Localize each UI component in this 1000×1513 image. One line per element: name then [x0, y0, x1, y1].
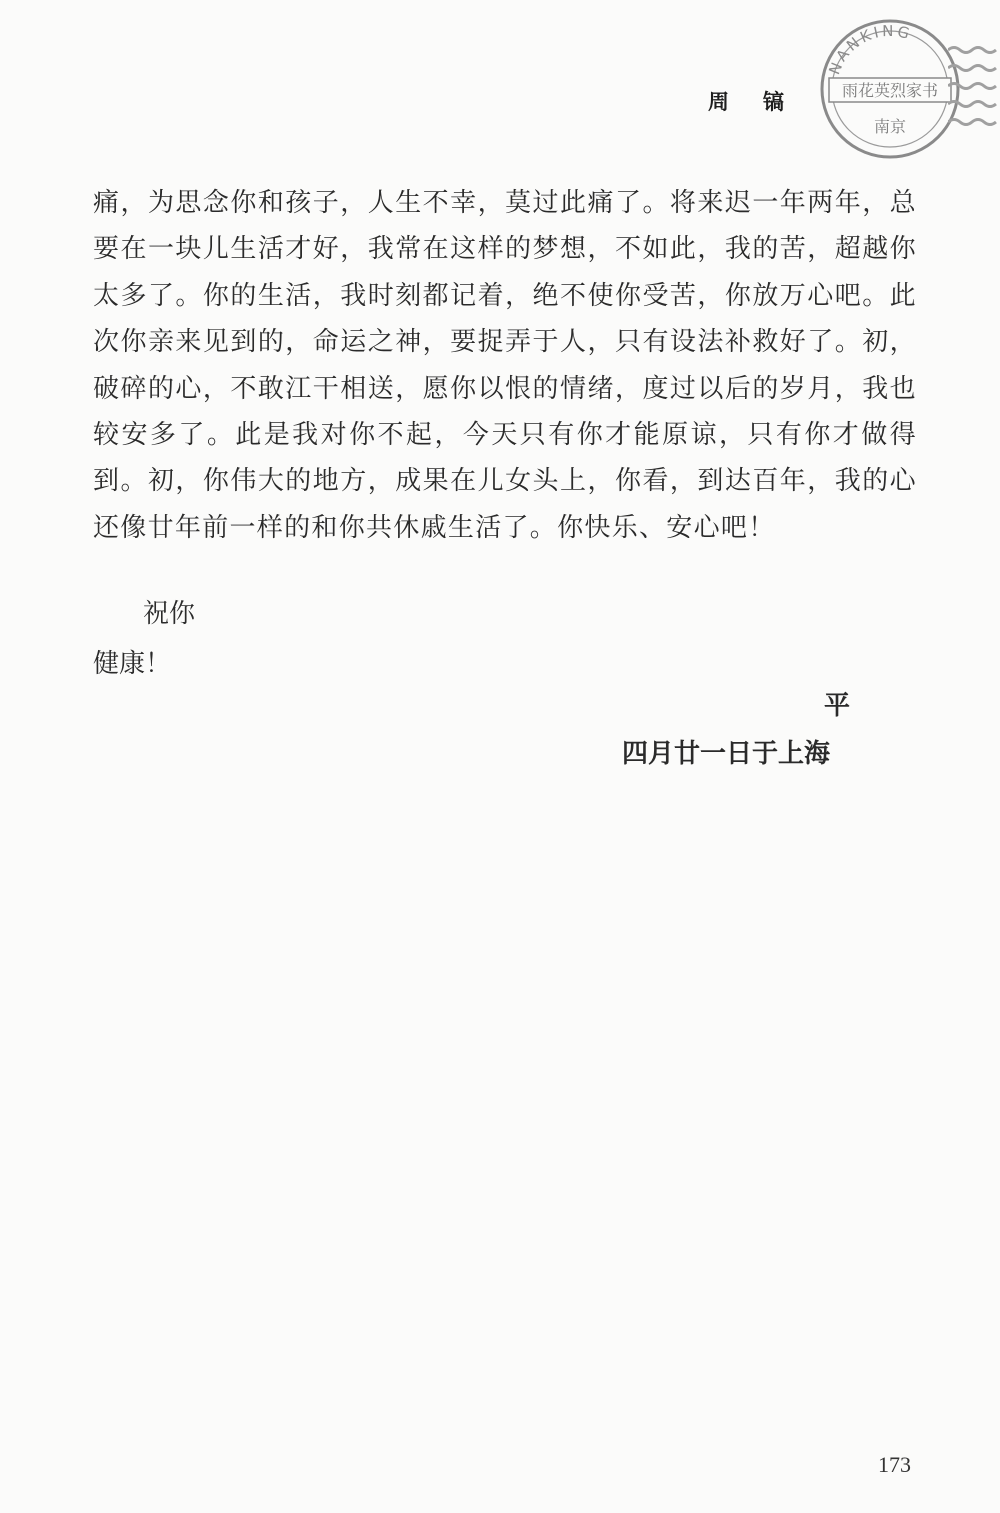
- page-number: 173: [878, 1452, 911, 1477]
- letter-greeting: 祝你: [143, 599, 196, 629]
- stamp-inner-text: 雨花英烈家书: [841, 81, 939, 100]
- letter-date-place: 四月廿一日于上海: [622, 739, 831, 769]
- postmark-stamp: [815, 14, 965, 164]
- postmark-wavy-lines: [948, 30, 998, 140]
- letter-signature: 平: [824, 691, 851, 721]
- running-header-title: 周镐: [708, 90, 818, 114]
- letter-wish: 健康！: [93, 649, 172, 679]
- stamp-bottom-text: 南京: [873, 117, 907, 136]
- stamp-outer-text: NANKING: [825, 21, 915, 78]
- letter-body: 痛，为思念你和孩子，人生不幸，莫过此痛了。将来迟一年两年，总要在一块儿生活才好，我常在这样的梦想，不如此，我的苦，超越你太多了。你的生活，我时刻都记着，绝不使你受苦，你放万心吧。此次你亲来见到的，命运之神，要捉弄于人，只有设法补救好了。初，破碎的心，不敢江干相送，愿你以恨的情绪，度过以后的岁月，我也较安多了。此是我对你不起，今天只有你才能原谅，只有你才做得到。初，你伟大的地方，成果在儿女头上，你看，到达百年，我的心还像廿年前一样的和你共休戚生活了。你快乐、安心吧！: [93, 188, 917, 543]
